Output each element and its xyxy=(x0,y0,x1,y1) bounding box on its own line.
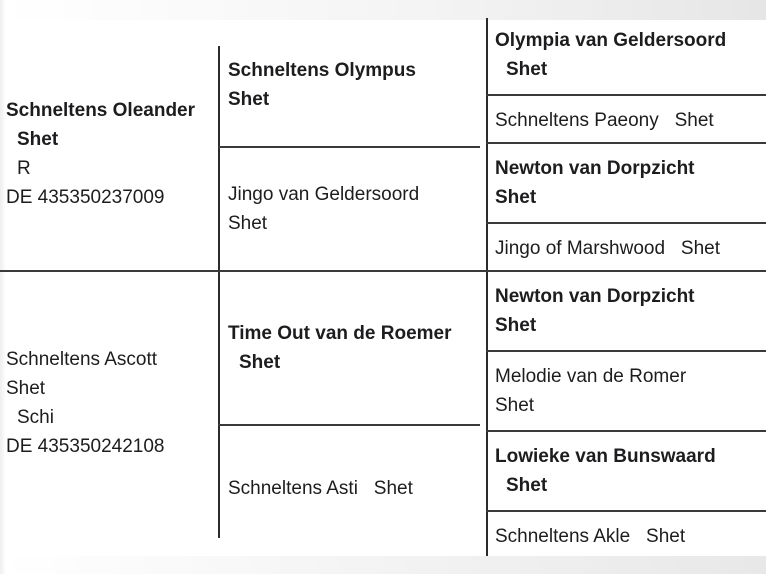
sire-name: Schneltens Oleander xyxy=(6,100,196,121)
gen3-breed-2: Shet xyxy=(674,110,714,131)
divider-gen3-4 xyxy=(486,270,766,272)
gen3-breed-5: Shet xyxy=(495,315,537,336)
gen3-name-6: Melodie van de Romer xyxy=(495,366,687,387)
dam-sire-breed: Shet xyxy=(239,352,281,373)
divider-gen2-top xyxy=(218,146,480,148)
sire-cell xyxy=(6,96,195,212)
gen3-cell-7 xyxy=(495,442,716,500)
gen3-breed-6: Shet xyxy=(495,395,535,416)
gen3-breed-7: Shet xyxy=(506,475,548,496)
left-shade xyxy=(0,0,6,574)
sire-sire-breed: Shet xyxy=(228,89,270,110)
divider-gen2-bottom xyxy=(218,424,480,426)
sire-dam-breed: Shet xyxy=(228,213,268,234)
gen3-name-2: Schneltens Paeony xyxy=(495,110,659,131)
bottom-background xyxy=(0,556,766,574)
gen3-cell-1 xyxy=(495,26,726,84)
gen3-breed-1: Shet xyxy=(506,59,548,80)
gen3-cell-5 xyxy=(495,282,695,340)
gen3-name-8: Schneltens Akle xyxy=(495,526,631,547)
sire-sire-cell xyxy=(228,56,416,114)
sire-breed: Shet xyxy=(17,129,59,150)
gen3-breed-4: Shet xyxy=(680,238,720,259)
dam-name: Schneltens Ascott xyxy=(6,349,158,370)
divider-gen3-6 xyxy=(486,430,766,432)
gen3-cell-6 xyxy=(495,362,686,420)
gen3-cell-8 xyxy=(495,522,685,551)
gen3-name-5: Newton van Dorpzicht xyxy=(495,286,695,307)
gen3-name-7: Lowieke van Bunswaard xyxy=(495,446,716,467)
dam-breed: Shet xyxy=(6,378,46,399)
divider-gen3-3 xyxy=(486,222,766,224)
gen3-breed-8: Shet xyxy=(646,526,686,547)
gen3-breed-3: Shet xyxy=(495,187,537,208)
dam-cell xyxy=(6,345,164,461)
gen3-cell-4 xyxy=(495,234,720,263)
gen3-name-3: Newton van Dorpzicht xyxy=(495,158,695,179)
sire-reg: DE 435350237009 xyxy=(6,187,165,208)
divider-col-2 xyxy=(486,18,488,556)
top-background xyxy=(0,0,766,20)
divider-gen3-2 xyxy=(486,142,766,144)
sire-dam-name: Jingo van Geldersoord xyxy=(228,184,420,205)
sire-color: R xyxy=(17,158,31,179)
dam-sire-name: Time Out van de Roemer xyxy=(228,323,452,344)
sire-dam-cell xyxy=(228,180,419,238)
dam-color: Schi xyxy=(17,407,54,428)
dam-dam-name: Schneltens Asti xyxy=(228,478,358,499)
dam-dam-breed: Shet xyxy=(373,478,413,499)
gen3-cell-2 xyxy=(495,106,714,135)
gen3-name-1: Olympia van Geldersoord xyxy=(495,30,727,51)
divider-gen1 xyxy=(0,270,486,272)
divider-gen3-5 xyxy=(486,350,766,352)
dam-dam-cell xyxy=(228,474,413,503)
divider-gen3-7 xyxy=(486,510,766,512)
divider-col-1 xyxy=(218,46,220,538)
divider-gen3-1 xyxy=(486,94,766,96)
dam-reg: DE 435350242108 xyxy=(6,436,165,457)
dam-sire-cell xyxy=(228,319,452,377)
gen3-name-4: Jingo of Marshwood xyxy=(495,238,666,259)
sire-sire-name: Schneltens Olympus xyxy=(228,60,416,81)
gen3-cell-3 xyxy=(495,154,695,212)
